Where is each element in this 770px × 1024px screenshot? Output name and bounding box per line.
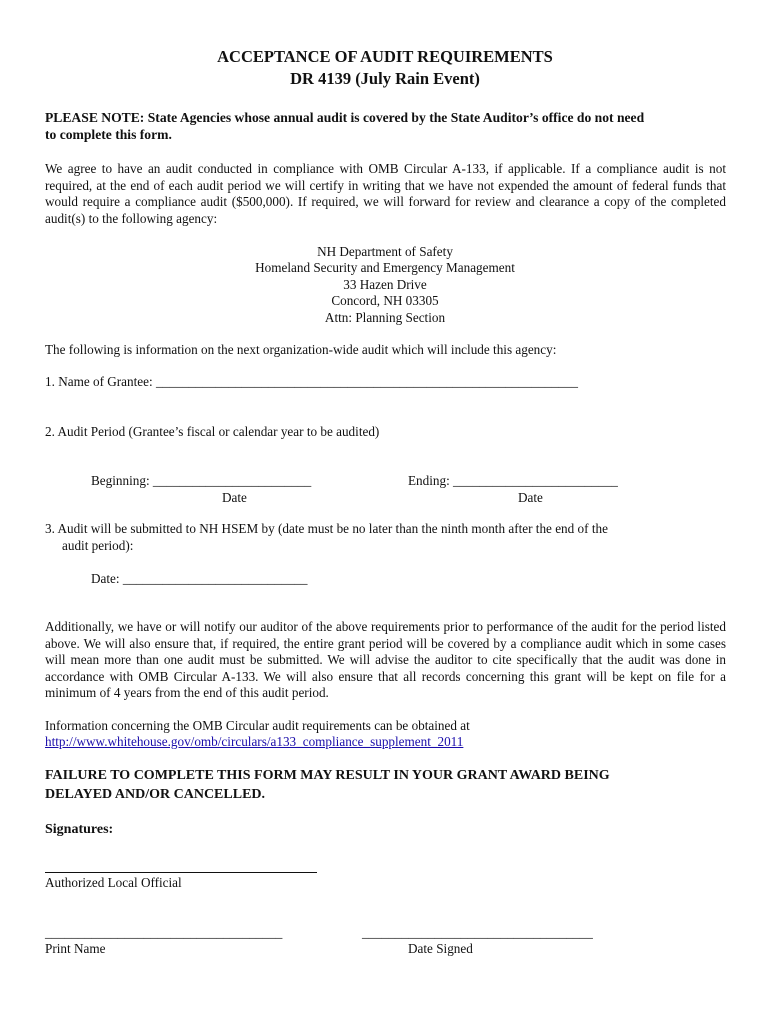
form-subtitle: DR 4139 (July Rain Event)	[290, 69, 480, 88]
failure-warning-line2: DELAYED AND/OR CANCELLED.	[45, 787, 266, 802]
address-line-2: Homeland Security and Emergency Management	[255, 260, 515, 276]
submission-instruction-line1: 3. Audit will be submitted to NH HSEM by (date must be no later than the ninth month after the end of the	[45, 521, 608, 536]
grantee-name-field[interactable]: 1. Name of Grantee: ________________________________________________________________	[45, 374, 578, 389]
ending-date-field[interactable]: Ending: _________________________	[408, 473, 618, 488]
date-signed-field[interactable]: ___________________________________	[362, 925, 593, 940]
agency-address	[0, 244, 770, 326]
omb-circular-link[interactable]: http://www.whitehouse.gov/omb/circulars/a133_compliance_supplement_2011	[45, 734, 464, 749]
additional-paragraph: Additionally, we have or will notify our auditor of the above requirements prior to performance of the audit for the period listed above. We will also ensure that, if required, the entire grant period will be covered by a compliance audit which in some cases will mean more than one audit must be submitted. We will advise the auditor to cite specifically that the audit was done in accordance with OMB Circular A-133. We will also ensure that all records concerning this grant will be kept on file for a minimum of 4 years from the end of this audit period.	[45, 619, 726, 701]
official-signature-line[interactable]	[45, 872, 317, 873]
intro-paragraph: We agree to have an audit conducted in compliance with OMB Circular A-133, if applicable. If a compliance audit is not required, at the end of each audit period we will certify in writing that we have not expended the amount of federal funds that would require a compliance audit ($500,000). If required, we will forward for review and clearance a copy of the completed audit(s) to the following agency:	[45, 161, 726, 226]
form-title: ACCEPTANCE OF AUDIT REQUIREMENTS	[217, 47, 553, 66]
info-text: Information concerning the OMB Circular audit requirements can be obtained at	[45, 718, 470, 733]
please-note-line1: PLEASE NOTE: State Agencies whose annual audit is covered by the State Auditor’s office do not need	[45, 110, 645, 125]
date-signed-label: Date Signed	[408, 941, 473, 956]
print-name-label: Print Name	[45, 941, 106, 956]
address-line-3: 33 Hazen Drive	[343, 276, 427, 292]
submission-date-field[interactable]: Date: ____________________________	[91, 571, 308, 586]
beginning-date-caption: Date	[222, 490, 247, 505]
print-name-field[interactable]: ____________________________________	[45, 925, 283, 940]
info-intro: The following is information on the next organization-wide audit which will include this agency:	[45, 342, 557, 357]
audit-period-label: 2. Audit Period (Grantee’s fiscal or calendar year to be audited)	[45, 424, 380, 439]
failure-warning-line1: FAILURE TO COMPLETE THIS FORM MAY RESULT IN YOUR GRANT AWARD BEING	[45, 768, 610, 783]
address-line-5: Attn: Planning Section	[324, 309, 446, 325]
address-line-1: NH Department of Safety	[317, 244, 453, 259]
submission-instruction-line2: audit period):	[62, 538, 134, 553]
official-signature-label: Authorized Local Official	[45, 875, 182, 890]
beginning-date-field[interactable]: Beginning: ________________________	[91, 473, 312, 488]
please-note-line2: to complete this form.	[45, 127, 172, 142]
ending-date-caption: Date	[518, 490, 543, 505]
signatures-heading: Signatures:	[45, 822, 114, 837]
address-line-4: Concord, NH 03305	[331, 293, 439, 309]
